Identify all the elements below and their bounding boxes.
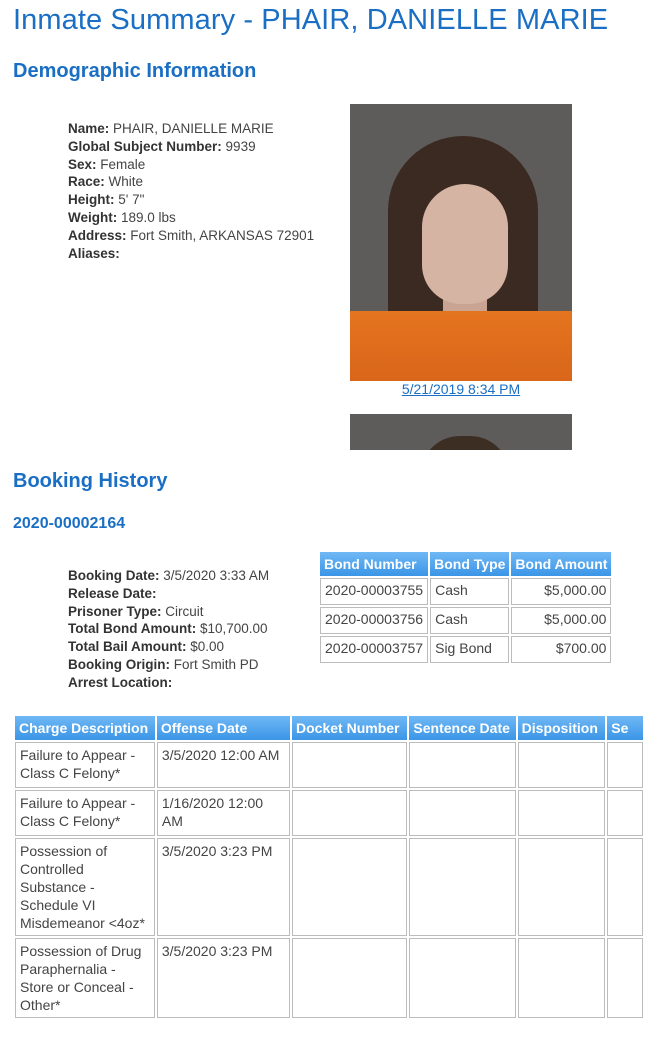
booking-date-label: Booking Date: (68, 568, 160, 583)
offense-date-cell: 3/5/2020 3:23 PM (157, 938, 290, 1018)
sentence-date-cell (409, 838, 515, 936)
bond-amount-header: Bond Amount (511, 552, 611, 576)
charge-description-cell: Possession of Controlled Substance - Schedule VI Misdemeanor <4oz* (15, 838, 155, 936)
sentence-date-cell (409, 790, 515, 836)
docket-number-cell (292, 790, 407, 836)
subject-number-label: Global Subject Number: (68, 138, 222, 154)
sex-value: Female (100, 156, 146, 172)
weight-value: 189.0 lbs (121, 209, 176, 225)
bond-amount-cell: $700.00 (511, 636, 611, 663)
bond-type-cell: Sig Bond (430, 636, 509, 663)
bond-number-cell: 2020-00003756 (320, 607, 428, 634)
offense-date-header: Offense Date (157, 716, 290, 740)
release-date-label: Release Date: (68, 585, 157, 601)
sentence-header: Se (607, 716, 643, 740)
docket-number-cell (292, 742, 407, 788)
docket-number-cell (292, 938, 407, 1018)
charge-description-cell: Failure to Appear - Class C Felony* (15, 790, 155, 836)
prisoner-type-value: Circuit (165, 603, 204, 619)
sentence-date-cell (409, 742, 515, 788)
address-label: Address: (68, 227, 127, 243)
charge-table-header-row (15, 716, 643, 740)
disposition-cell (518, 938, 606, 1018)
height-value: 5' 7" (118, 192, 145, 208)
charge-table (13, 714, 645, 1020)
disposition-header: Disposition (518, 716, 606, 740)
offense-date-cell: 3/5/2020 3:23 PM (157, 838, 290, 936)
name-value: PHAIR, DANIELLE MARIE (113, 121, 274, 136)
disposition-cell (518, 838, 606, 936)
sentence-cell (607, 838, 643, 936)
disposition-cell (518, 790, 606, 836)
bond-number-cell: 2020-00003757 (320, 636, 428, 663)
charge-description-cell: Failure to Appear - Class C Felony* (15, 742, 155, 788)
disposition-cell (518, 742, 606, 788)
table-row (15, 790, 643, 836)
sentence-cell (607, 790, 643, 836)
bond-number-header: Bond Number (320, 552, 428, 576)
sentence-date-header: Sentence Date (409, 716, 515, 740)
sentence-date-cell (409, 938, 515, 1018)
table-row (15, 838, 643, 936)
sex-label: Sex: (68, 156, 97, 172)
bond-amount-cell: $5,000.00 (511, 607, 611, 634)
weight-label: Weight: (68, 209, 118, 225)
bond-type-cell: Cash (430, 578, 509, 605)
booking-origin-label: Booking Origin: (68, 656, 170, 672)
docket-number-header: Docket Number (292, 716, 407, 740)
arrest-location-label: Arrest Location: (68, 674, 173, 690)
booking-number: 2020-00002164 (13, 515, 126, 532)
total-bond-label: Total Bond Amount: (68, 621, 197, 637)
booking-date-value: 3/5/2020 3:33 AM (163, 568, 270, 583)
sentence-cell (607, 938, 643, 1018)
bond-number-cell: 2020-00003755 (320, 578, 428, 605)
charge-description-cell: Possession of Drug Paraphernalia - Store or Conceal - Other* (15, 938, 155, 1018)
charge-description-header: Charge Description (15, 716, 155, 740)
table-row (15, 742, 643, 788)
booking-history-title: Booking History (13, 470, 168, 492)
offense-date-cell: 3/5/2020 12:00 AM (157, 742, 290, 788)
bond-amount-cell: $5,000.00 (511, 578, 611, 605)
photo-date-link[interactable]: 5/21/2019 8:34 PM (401, 381, 521, 397)
table-row (15, 938, 643, 1018)
prisoner-type-label: Prisoner Type: (68, 603, 162, 619)
address-value: Fort Smith, ARKANSAS 72901 (130, 227, 315, 243)
race-label: Race: (68, 174, 105, 190)
aliases-label: Aliases: (68, 245, 120, 261)
page-title: Inmate Summary - PHAIR, DANIELLE MARIE (13, 4, 609, 36)
total-bail-label: Total Bail Amount: (68, 639, 187, 655)
demographic-section-title: Demographic Information (13, 60, 257, 82)
race-value: White (108, 174, 144, 190)
total-bail-value: $0.00 (190, 639, 225, 655)
total-bond-value: $10,700.00 (199, 621, 268, 637)
bond-type-cell: Cash (430, 607, 509, 634)
subject-number-value: 9939 (225, 138, 256, 154)
height-label: Height: (68, 192, 115, 208)
docket-number-cell (292, 838, 407, 936)
booking-origin-value: Fort Smith PD (173, 656, 259, 672)
bond-type-header: Bond Type (430, 552, 509, 576)
sentence-cell (607, 742, 643, 788)
name-label: Name: (68, 121, 110, 136)
offense-date-cell: 1/16/2020 12:00 AM (157, 790, 290, 836)
